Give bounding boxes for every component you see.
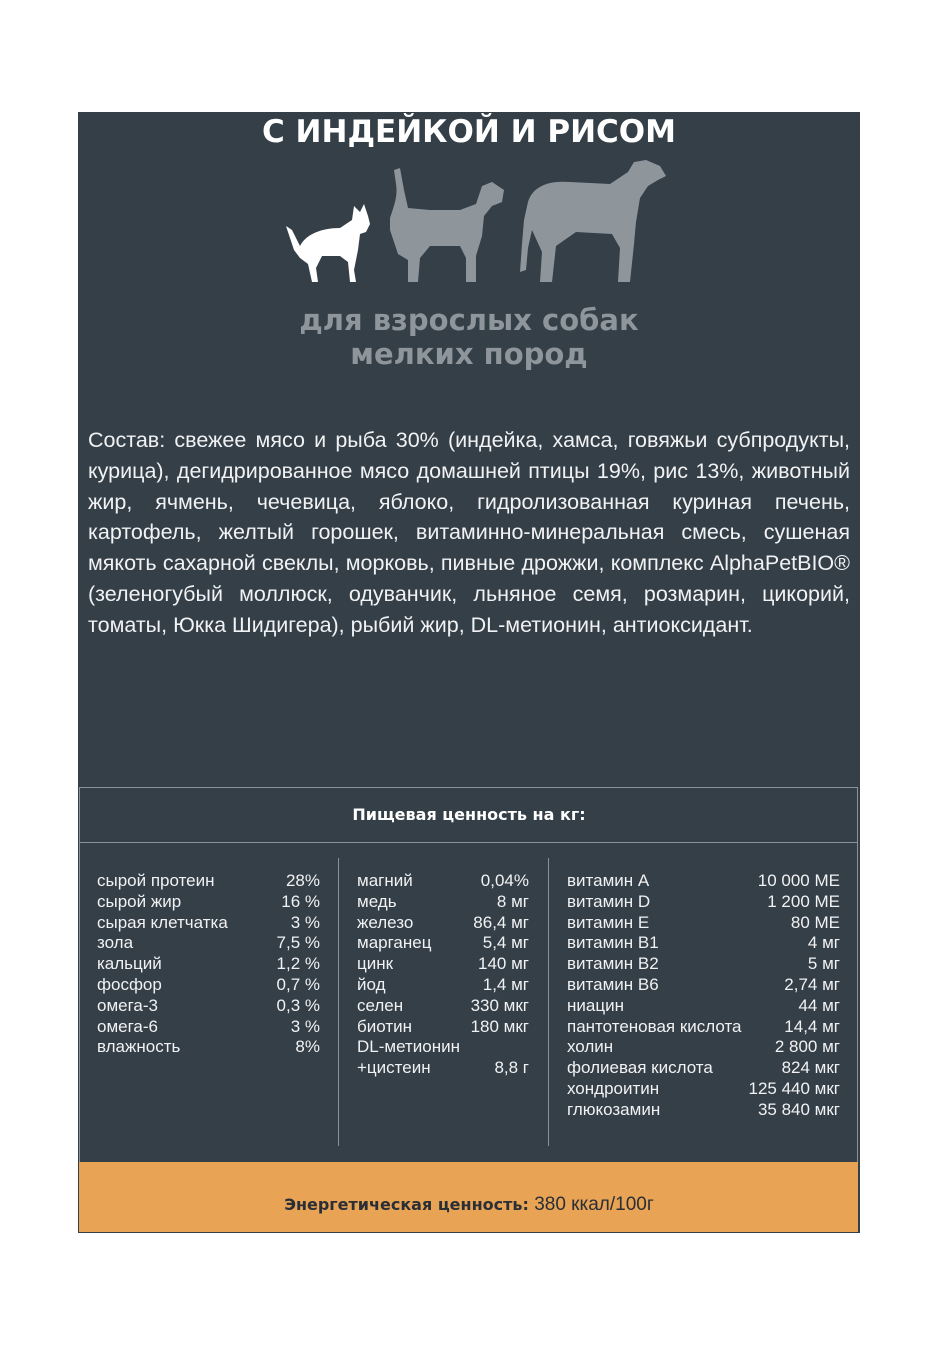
nutrient-name: глюкозамин <box>567 1099 661 1119</box>
nutrient-row <box>357 975 529 996</box>
product-title: С ИНДЕЙКОЙ И РИСОМ <box>262 114 676 150</box>
nutrient-value: 14,4 мг <box>784 1016 840 1036</box>
nutrient-value: 0,7 % <box>276 974 320 994</box>
nutrient-value: 44 мг <box>798 995 840 1015</box>
nutrient-name: кальций <box>97 954 162 974</box>
nutrient-value: 0,04% <box>480 871 529 890</box>
nutrient-row <box>97 871 320 892</box>
nutrient-row <box>567 954 840 975</box>
nutrition-divider-vertical <box>548 858 549 1146</box>
nutrient-row <box>567 975 840 996</box>
nutrient-name: марганец <box>357 933 432 953</box>
dog-medium-icon <box>390 168 504 282</box>
nutrient-name: сырая клетчатка <box>97 912 228 932</box>
nutrient-value: 28% <box>285 871 320 890</box>
nutrition-column-basic <box>97 871 320 1058</box>
nutrient-row <box>567 1079 840 1100</box>
nutrient-row <box>357 954 529 975</box>
nutrient-row <box>97 913 320 934</box>
nutrient-row <box>567 871 840 892</box>
nutrition-divider-horizontal <box>79 842 858 843</box>
nutrient-row <box>357 996 529 1017</box>
nutrient-name: хондроитин <box>567 1078 660 1098</box>
nutrient-row <box>357 933 529 954</box>
nutrient-row <box>97 892 320 913</box>
product-subtitle <box>0 303 938 371</box>
nutrient-value: 4 мг <box>807 933 840 953</box>
nutrient-name: витамин B1 <box>567 933 659 953</box>
nutrient-name: фосфор <box>97 974 162 994</box>
nutrient-value: 16 % <box>281 891 320 911</box>
nutrition-divider-vertical <box>338 858 339 1146</box>
energy-value-line <box>0 1193 938 1217</box>
subtitle-line-2: мелких пород <box>350 337 588 371</box>
nutrient-row <box>357 1017 529 1038</box>
nutrient-name: холин <box>567 1037 614 1057</box>
nutrient-name: витамин E <box>567 912 650 932</box>
nutrient-row <box>357 1058 529 1079</box>
nutrient-row <box>357 892 529 913</box>
nutrient-name: омега-3 <box>97 995 158 1015</box>
nutrient-name: селен <box>357 995 404 1015</box>
nutrient-value: 5,4 мг <box>482 933 529 953</box>
nutrient-row <box>97 954 320 975</box>
nutrient-row <box>97 1017 320 1038</box>
nutrient-row <box>567 892 840 913</box>
nutrient-value: 8,8 г <box>494 1058 529 1078</box>
nutrient-name: влажность <box>97 1037 181 1057</box>
nutrient-value: 8 мг <box>496 891 529 911</box>
nutrient-row <box>567 1100 840 1121</box>
dog-large-icon <box>520 160 666 282</box>
nutrient-row <box>97 975 320 996</box>
nutrient-name: DL-метионин <box>357 1037 460 1057</box>
nutrient-value: 0,3 % <box>276 995 320 1015</box>
nutrient-row <box>567 1037 840 1058</box>
nutrient-row <box>97 933 320 954</box>
energy-label: Энергетическая ценность: <box>284 1195 529 1214</box>
nutrient-value: 1,2 % <box>276 954 320 974</box>
nutrition-column-vitamins <box>567 871 840 1121</box>
nutrient-row <box>97 1037 320 1058</box>
nutrient-value: 1,4 мг <box>482 974 529 994</box>
nutrient-value: 5 мг <box>807 954 840 974</box>
nutrient-value: 8% <box>295 1037 320 1057</box>
nutrient-value: 7,5 % <box>276 933 320 953</box>
nutrient-value: 180 мкг <box>470 1016 529 1036</box>
nutrient-name: биотин <box>357 1016 412 1036</box>
nutrient-name: сырой протеин <box>97 871 215 890</box>
dogs-illustration <box>270 150 670 300</box>
nutrient-name: ниацин <box>567 995 624 1015</box>
nutrient-value: 824 мкг <box>781 1058 840 1078</box>
nutrient-name: железо <box>357 912 414 932</box>
nutrient-name: сырой жир <box>97 891 182 911</box>
nutrient-name: +цистеин <box>357 1058 431 1078</box>
nutrient-name: витамин B6 <box>567 974 659 994</box>
nutrient-name: зола <box>97 933 134 953</box>
nutrient-name: витамин B2 <box>567 954 659 974</box>
nutrient-row <box>567 996 840 1017</box>
energy-value: 380 ккал/100г <box>534 1194 654 1215</box>
dog-small-icon <box>286 204 370 282</box>
nutrient-value: 330 мкг <box>470 995 529 1015</box>
nutrient-row <box>357 1037 529 1058</box>
subtitle-line-1: для взрослых собак <box>299 303 639 337</box>
nutrient-name: медь <box>357 891 397 911</box>
nutrient-value: 2,74 мг <box>784 974 840 994</box>
nutrient-value: 86,4 мг <box>473 912 529 932</box>
composition-text: Состав: свежее мясо и рыба 30% (индейка, хамса, говяжьи субпродукты, курица), дегидрированное мясо домашней птицы 19%, рис 13%, животный жир, ячмень, чечевица, яблоко, гидролизованная куриная печень, картофель, желтый горошек, витаминно-минеральная смесь, сушеная мякоть сахарной свеклы, морковь, пивные дрожжи, комплекс AlphaPetBIO® (зеленогубый моллюск, одуванчик, льняное семя, розмарин, цикорий, томаты, Юкка Шидигера), рыбий жир, DL-метионин, антиоксидант. <box>88 428 850 637</box>
nutrient-value: 3 % <box>290 912 320 932</box>
nutrient-value: 1 200 МЕ <box>767 891 840 911</box>
nutrient-name: пантотеновая кислота <box>567 1016 742 1036</box>
nutrient-row <box>567 1058 840 1079</box>
nutrient-row <box>567 1017 840 1038</box>
nutrient-name: омега-6 <box>97 1016 158 1036</box>
nutrient-name: витамин D <box>567 891 651 911</box>
nutrient-name: витамин A <box>567 871 650 890</box>
nutrient-name: цинк <box>357 954 394 974</box>
nutrient-row <box>567 913 840 934</box>
nutrient-name: магний <box>357 871 413 890</box>
nutrient-value: 3 % <box>290 1016 320 1036</box>
nutrient-row <box>357 913 529 934</box>
nutrient-name: фолиевая кислота <box>567 1058 713 1078</box>
nutrient-value: 140 мг <box>478 954 529 974</box>
nutrient-value: 125 440 мкг <box>748 1078 840 1098</box>
nutrient-value: 10 000 МЕ <box>757 871 840 890</box>
nutrient-row <box>97 996 320 1017</box>
nutrient-value: 80 МЕ <box>790 912 840 932</box>
nutrient-name: йод <box>357 974 386 994</box>
nutrition-title: Пищевая ценность на кг: <box>352 805 586 824</box>
nutrition-column-minerals <box>357 871 529 1079</box>
nutrient-row <box>357 871 529 892</box>
nutrient-value: 2 800 мг <box>774 1037 840 1057</box>
nutrient-value: 35 840 мкг <box>757 1099 840 1119</box>
nutrient-row <box>567 933 840 954</box>
